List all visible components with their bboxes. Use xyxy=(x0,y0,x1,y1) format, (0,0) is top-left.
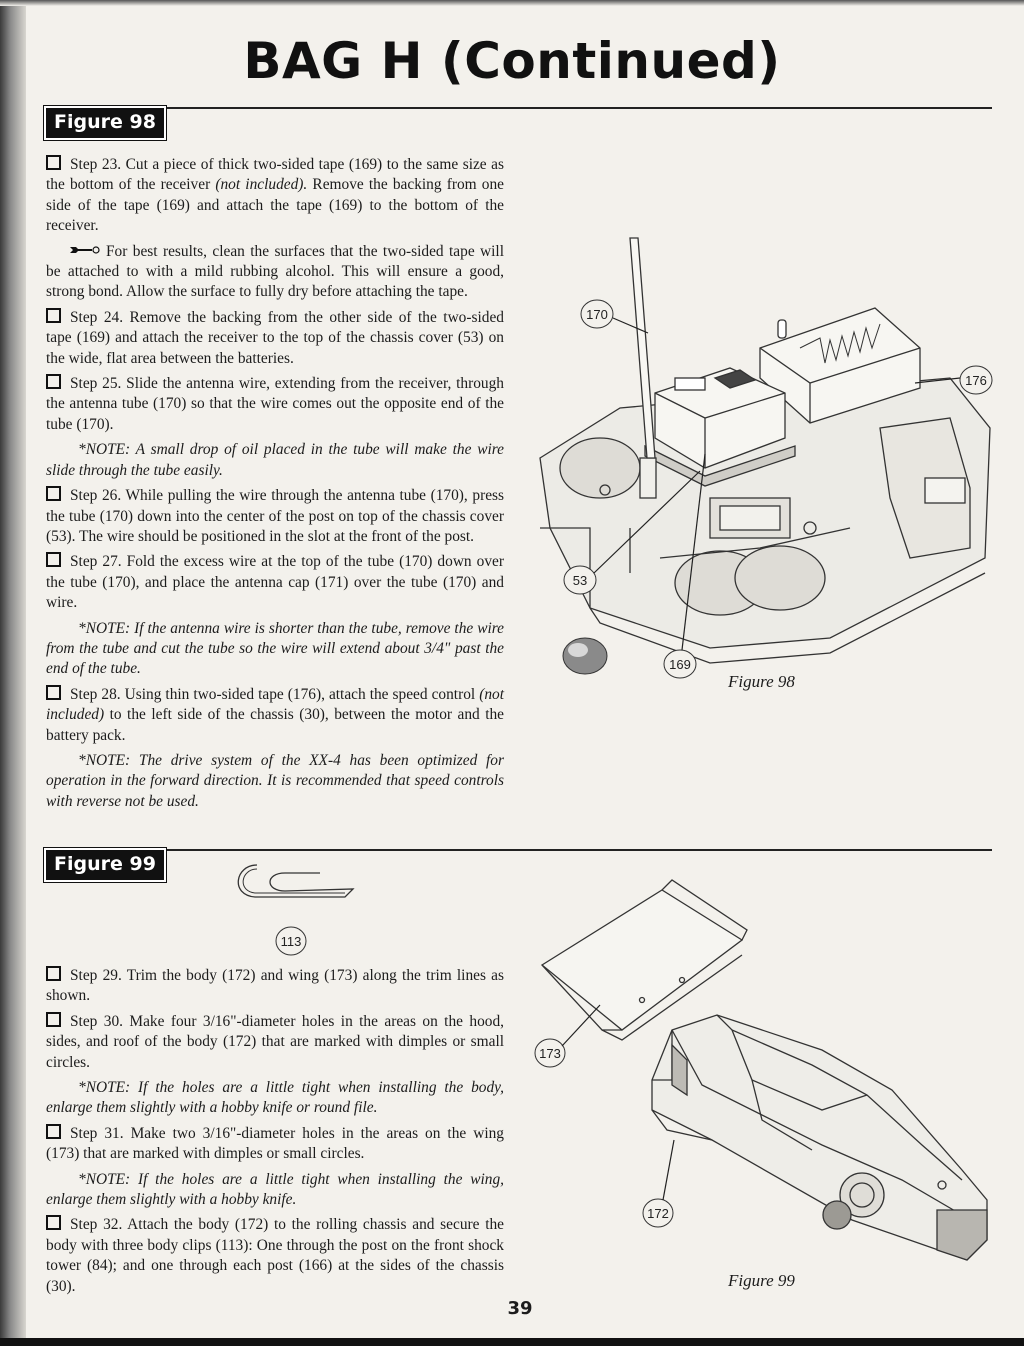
note-paragraph: *NOTE: The drive system of the XX-4 has been optimized for operation in the forward direction. It is recommended that speed controls with reverse not be used. xyxy=(46,751,504,810)
antenna-cap-drawing xyxy=(563,638,607,674)
callout-173: 173 xyxy=(539,1046,561,1061)
step-paragraph: Step 27. Fold the excess wire at the top of the tube (170) down over the tube (170), and place the antenna cap (171) over the tube (170) and wire. xyxy=(46,553,504,612)
step-paragraph: Step 26. While pulling the wire through the antenna tube (170), press the tube (170) down into the center of the post on top of the chassis cover (53). The wire should be positioned in the slot at the front of the post. xyxy=(46,487,504,545)
step-paragraph: Step 25. Slide the antenna wire, extending from the receiver, through the antenna tube (170) so that the wire comes out the opposite end of the tube (170). xyxy=(46,375,504,433)
checkbox-icon xyxy=(46,308,61,323)
note-paragraph: *NOTE: If the antenna wire is shorter than the tube, remove the wire from the tube and cut the tube so the wire will extend about 3/4" past the end of the tube. xyxy=(46,619,504,678)
figure-98-rule xyxy=(46,107,992,109)
page-title: BAG H (Continued) xyxy=(243,32,781,90)
body-clip-illustration xyxy=(225,855,365,960)
checkbox-icon xyxy=(46,374,61,389)
figure-98-illustration xyxy=(530,228,1000,673)
page-top-edge xyxy=(0,0,1024,6)
step-paragraph: Step 31. Make two 3/16"-diameter holes in the areas on the wing (173) that are marked with dimples or small circles. xyxy=(46,1124,504,1163)
tip-paragraph: For best results, clean the surfaces that the two-sided tape will be attached to with a mild rubbing alcohol. This will ensure a good, strong bond. Allow the surface to fully dry before attaching the tape. xyxy=(46,242,504,301)
figure-99-label: Figure 99 xyxy=(44,848,166,882)
step-paragraph: Step 30. Make four 3/16"-diameter holes in the areas on the hood, sides, and roof of the body (172) that are marked with dimples or small circles. xyxy=(46,1012,504,1071)
step-paragraph: Step 32. Attach the body (172) to the rolling chassis and secure the body with three body clips (113): One through the post on the front shock tower (84); and one through each post (166) at the sides of the chassis (30). xyxy=(46,1216,504,1295)
checkbox-icon xyxy=(46,685,61,700)
checkbox-icon xyxy=(46,1124,61,1139)
checkbox-icon xyxy=(46,155,61,170)
figure-99-text xyxy=(46,966,504,1302)
step-paragraph: Step 29. Trim the body (172) and wing (173) along the trim lines as shown. xyxy=(46,967,504,1005)
page-bottom-edge xyxy=(0,1338,1024,1346)
step-paragraph: Step 23. Cut a piece of thick two-sided tape (169) to the same size as the bottom of the receiver (not included). Remove the backing from one side of the tape (169) and attach the tape (169) to the bottom of the receiver. xyxy=(46,156,504,235)
figure-98-text xyxy=(46,155,504,817)
binding-gutter xyxy=(0,0,26,1346)
checkbox-icon xyxy=(46,486,61,501)
callout-172: 172 xyxy=(647,1206,669,1221)
callout-176: 176 xyxy=(965,373,987,388)
wrench-icon xyxy=(70,245,100,255)
checkbox-icon xyxy=(46,966,61,981)
figure-98-label: Figure 98 xyxy=(44,106,166,140)
checkbox-icon xyxy=(46,1215,61,1230)
figure-99-caption: Figure 99 xyxy=(728,1271,795,1290)
note-paragraph: *NOTE: If the holes are a little tight when installing the wing, enlarge them slightly with a hobby knife. xyxy=(46,1170,504,1209)
note-paragraph: *NOTE: If the holes are a little tight when installing the body, enlarge them slightly with a hobby knife or round file. xyxy=(46,1079,504,1117)
checkbox-icon xyxy=(46,1012,61,1027)
callout-53: 53 xyxy=(572,573,588,588)
callout-113: 113 xyxy=(280,934,302,949)
figure-99-illustration xyxy=(522,880,997,1270)
checkbox-icon xyxy=(46,552,61,567)
callout-169: 169 xyxy=(669,657,691,672)
page-number: 39 xyxy=(507,1298,533,1319)
note-paragraph: *NOTE: A small drop of oil placed in the tube will make the wire slide through the tube easily. xyxy=(46,441,504,479)
step-paragraph: Step 28. Using thin two-sided tape (176), attach the speed control (not included) to the left side of the chassis (30), between the motor and the battery pack. xyxy=(46,685,504,744)
callout-170: 170 xyxy=(586,307,608,322)
figure-98-caption: Figure 98 xyxy=(728,672,795,691)
step-paragraph: Step 24. Remove the backing from the other side of the two-sided tape (169) and attach the receiver to the top of the chassis cover (53) on the wide, flat area between the batteries. xyxy=(46,308,504,367)
figure-99-rule xyxy=(46,849,992,851)
